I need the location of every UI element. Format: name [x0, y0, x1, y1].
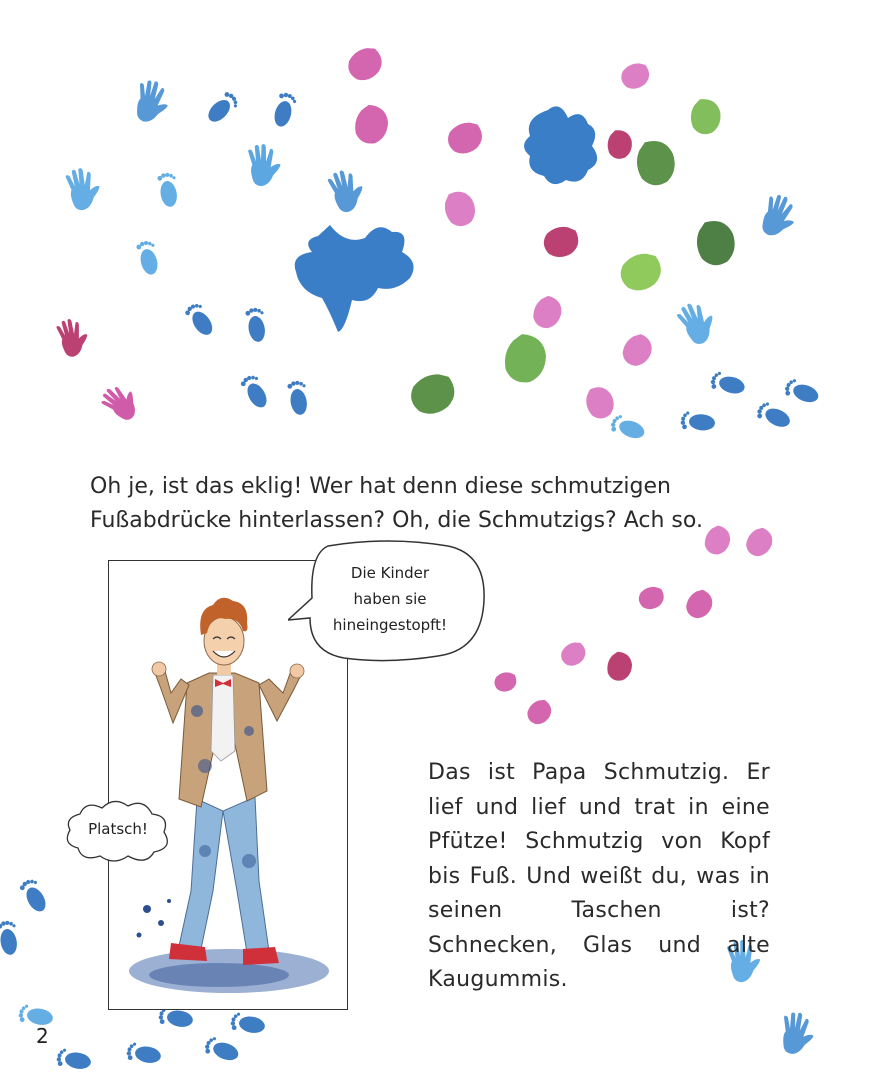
story-text: Das ist Papa Schmutzig. Er lief und lief und trat in eine Pfütze! Schmutzig von Kopf bis Fuß. Und weißt du, was in seinen Taschen ist? Schnecken, Glas und alte Kaugummis.: [428, 760, 770, 992]
blue-handprint: [326, 166, 368, 215]
blue-footprint: [18, 876, 51, 915]
blue-footprint: [0, 919, 20, 956]
blue-footprint: [609, 413, 647, 442]
pink-handprint: [55, 316, 92, 359]
blue-handprint: [758, 192, 800, 241]
blue-footprint: [245, 306, 269, 343]
blue-splotch: [295, 225, 414, 332]
blue-footprint: [56, 1048, 93, 1072]
pink-smudge: [557, 639, 590, 670]
speech-bubble-text: [315, 560, 465, 638]
blue-footprint: [239, 372, 272, 411]
blue-footprint: [183, 300, 217, 338]
green-smudge: [616, 249, 667, 296]
pink-smudge: [442, 189, 477, 228]
green-smudge: [498, 330, 552, 388]
pink-smudge: [523, 696, 556, 729]
intro-text: Oh je, ist das eklig! Wer hat denn diese schmutzigen Fußabdrücke hinterlassen? Oh, die Schmutzigs? Ach so.: [90, 474, 703, 533]
speech-line: Die Kinder: [350, 564, 430, 582]
pink-smudge: [493, 671, 518, 693]
pink-handprint: [98, 379, 145, 424]
pink-smudge: [605, 129, 634, 161]
blue-footprint: [230, 1012, 267, 1036]
pink-smudge: [528, 292, 567, 333]
pink-smudge: [603, 649, 635, 684]
sound-effect-text: Platsch!: [88, 820, 148, 838]
speech-line: hineingestopft!: [332, 616, 448, 634]
blue-footprint: [709, 370, 747, 396]
green-smudge: [406, 369, 460, 420]
pink-smudge: [584, 385, 616, 421]
blue-footprint: [783, 377, 821, 406]
blue-handprint: [134, 79, 172, 125]
blue-footprint: [287, 379, 311, 416]
page-number: 2: [36, 1024, 49, 1048]
blue-footprint: [135, 239, 161, 277]
pink-smudge: [681, 586, 718, 623]
pink-smudge: [350, 102, 393, 149]
blue-footprint: [271, 91, 297, 129]
blue-footprint: [203, 1035, 241, 1064]
blue-handprint: [248, 143, 283, 187]
pink-smudge: [636, 584, 666, 611]
blue-footprint: [126, 1042, 163, 1066]
green-smudge: [697, 221, 735, 265]
pink-smudge: [617, 330, 658, 371]
pink-smudge: [618, 60, 653, 92]
pink-smudge: [343, 43, 388, 86]
blue-handprint: [781, 1011, 816, 1055]
blue-footprint: [157, 171, 181, 208]
speech-line: haben sie: [353, 590, 427, 608]
blue-footprint: [204, 90, 241, 127]
blue-splotch: [524, 106, 597, 184]
pink-smudge: [541, 224, 580, 259]
blue-handprint: [65, 165, 104, 212]
pink-smudge: [444, 118, 487, 158]
blue-footprint: [755, 400, 794, 431]
blue-footprint: [680, 411, 716, 432]
green-smudge: [688, 97, 723, 136]
blue-handprint: [674, 297, 721, 348]
green-smudge: [637, 141, 675, 185]
